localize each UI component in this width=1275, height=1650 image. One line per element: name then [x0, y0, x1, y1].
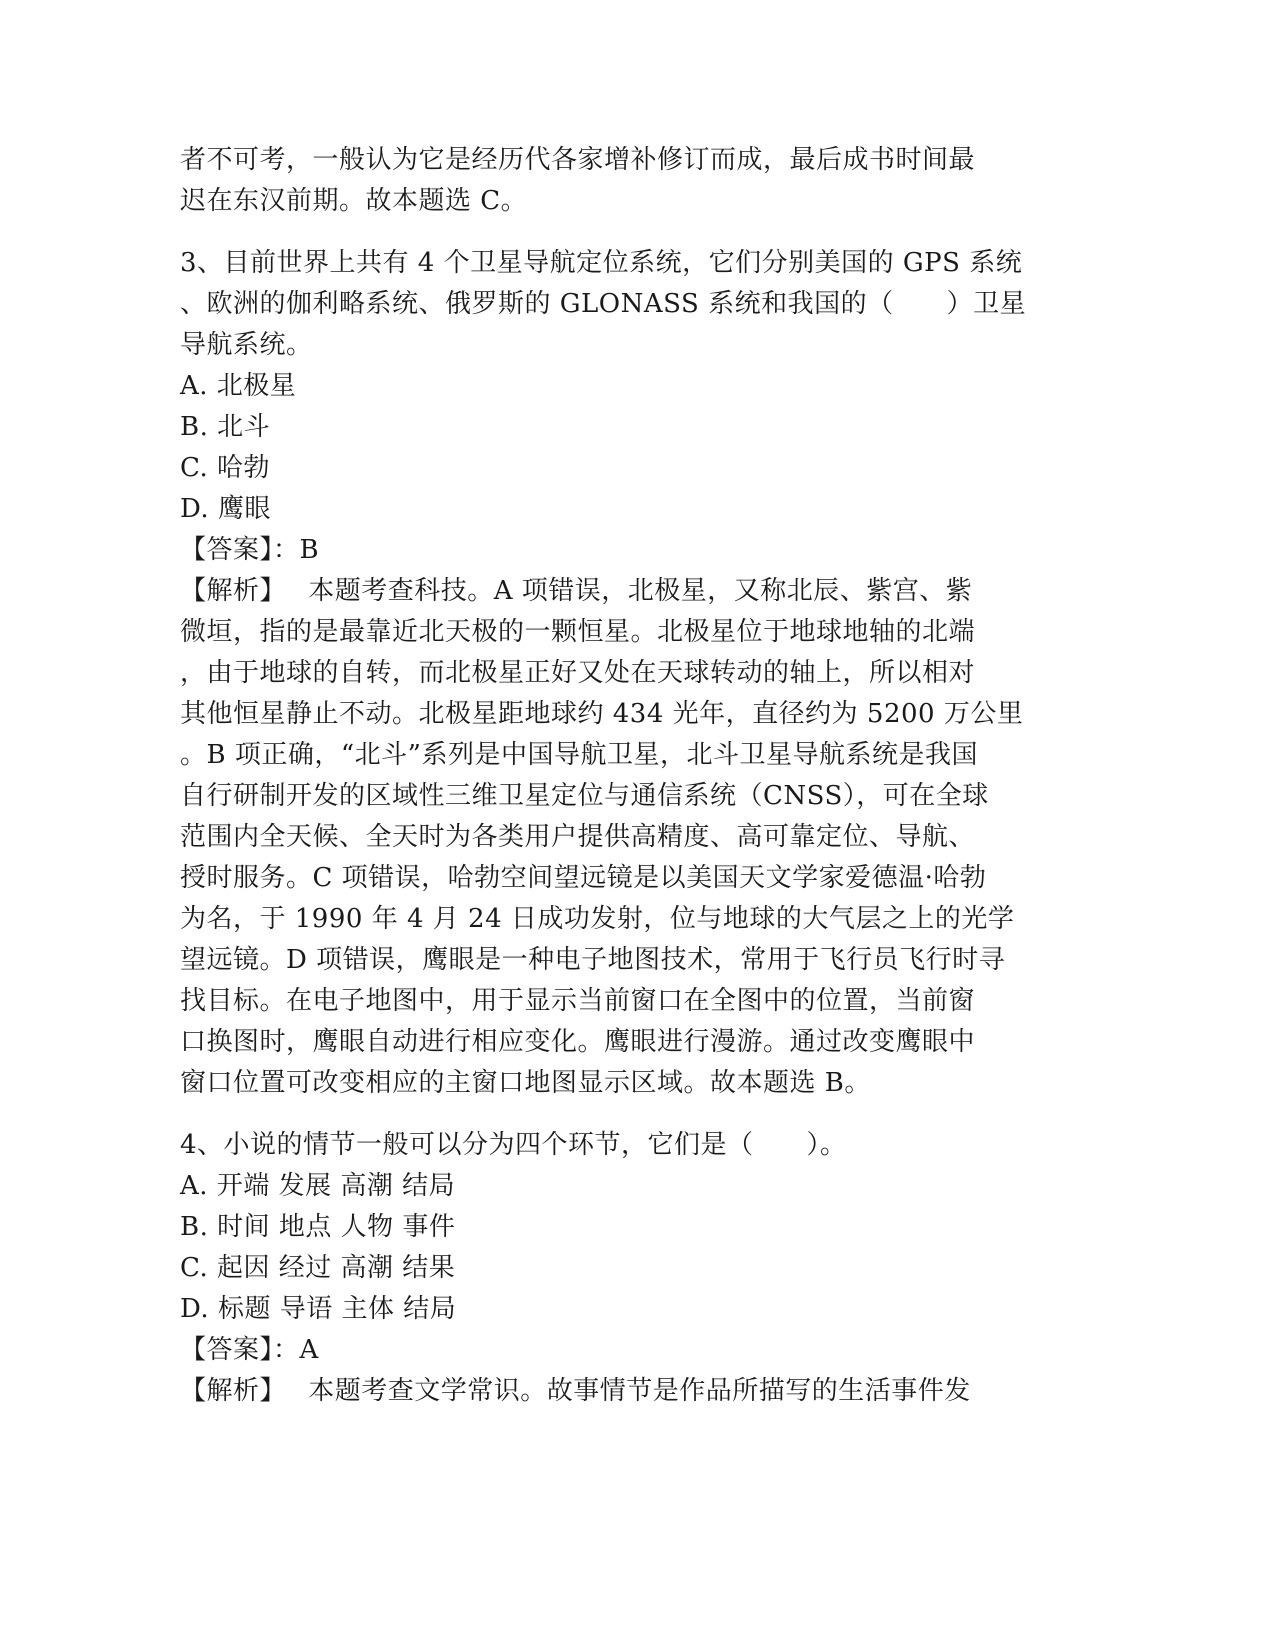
question-4-option-a: A. 开端 发展 高潮 结局 [180, 1171, 456, 1201]
question-3-analysis: 为名，于 1990 年 4 月 24 日成功发射，位与地球的大气层之上的光学 [180, 904, 1015, 934]
question-3-option-c: C. 哈勃 [180, 453, 270, 483]
question-3-option-a: A. 北极星 [180, 371, 297, 401]
question-3-analysis: 授时服务。C 项错误，哈勃空间望远镜是以美国天文学家爱德温·哈勃 [180, 863, 987, 893]
question-4-stem: 4、小说的情节一般可以分为四个环节，它们是（ ）。 [180, 1130, 847, 1160]
question-3-analysis: 自行研制开发的区域性三维卫星定位与通信系统（CNSS），可在全球 [180, 781, 989, 811]
intro-line: 迟在东汉前期。故本题选 C。 [180, 186, 528, 216]
question-3-analysis: 微垣，指的是最靠近北天极的一颗恒星。北极星位于地球地轴的北端 [180, 617, 976, 647]
question-3-analysis: 望远镜。D 项错误，鹰眼是一种电子地图技术，常用于飞行员飞行时寻 [180, 945, 1006, 975]
intro-line: 者不可考，一般认为它是经历代各家增补修订而成，最后成书时间最 [180, 145, 976, 175]
question-3-stem: 导航系统。 [180, 330, 313, 360]
question-3-analysis: 。B 项正确，“北斗”系列是中国导航卫星，北斗卫星导航系统是我国 [180, 740, 978, 770]
question-4-option-c: C. 起因 经过 高潮 结果 [180, 1253, 456, 1283]
question-3-analysis: 窗口位置可改变相应的主窗口地图显示区域。故本题选 B。 [180, 1068, 871, 1098]
question-4-option-d: D. 标题 导语 主体 结局 [180, 1294, 457, 1324]
question-3-analysis: 找目标。在电子地图中，用于显示当前窗口在全图中的位置，当前窗 [180, 986, 976, 1016]
question-4-answer: 【答案】：A [180, 1335, 319, 1365]
question-3-analysis: 口换图时，鹰眼自动进行相应变化。鹰眼进行漫游。通过改变鹰眼中 [180, 1027, 976, 1057]
question-4-analysis: 【解析】 本题考查文学常识。故事情节是作品所描写的生活事件发 [180, 1376, 971, 1406]
question-3-analysis: ，由于地球的自转，而北极星正好又处在天球转动的轴上，所以相对 [180, 658, 976, 688]
question-3-option-d: D. 鹰眼 [180, 494, 271, 524]
question-3-analysis: 【解析】 本题考查科技。A 项错误，北极星，又称北辰、紫宫、紫 [180, 576, 973, 606]
question-3-analysis: 范围内全天候、全天时为各类用户提供高精度、高可靠定位、导航、 [180, 822, 976, 852]
question-3-analysis: 其他恒星静止不动。北极星距地球约 434 光年，直径约为 5200 万公里 [180, 699, 1024, 729]
question-3-stem: 3、目前世界上共有 4 个卫星导航定位系统，它们分别美国的 GPS 系统 [180, 248, 1023, 278]
question-4-option-b: B. 时间 地点 人物 事件 [180, 1212, 456, 1242]
question-3-option-b: B. 北斗 [180, 412, 271, 442]
question-3-stem: 、欧洲的伽利略系统、俄罗斯的 GLONASS 系统和我国的（ ）卫星 [180, 289, 1027, 319]
question-3-answer: 【答案】：B [180, 535, 320, 565]
